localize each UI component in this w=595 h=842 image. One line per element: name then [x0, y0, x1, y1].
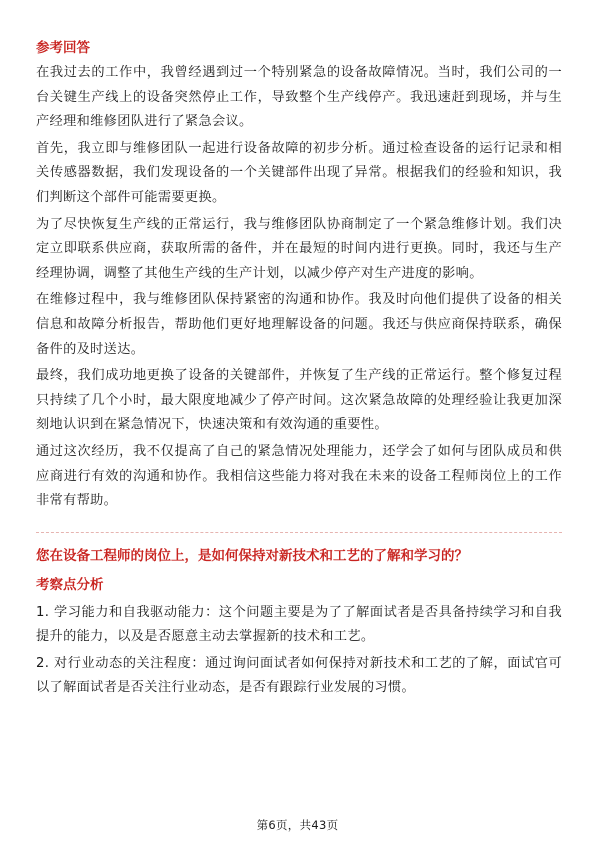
answer-paragraph: 在维修过程中，我与维修团队保持紧密的沟通和协作。我及时向他们提供了设备的相关信息和故障分析报告，帮助他们更好地理解设备的问题。我还与供应商保持联系，确保备件的及时送达。 [36, 292, 562, 357]
answer-paragraph: 最终，我们成功地更换了设备的关键部件，并恢复了生产线的正常运行。整个修复过程只持续了几个小时，最大限度地减少了停产时间。这次紧急故障的处理经验让我更加深刻地认识到在紧急情况下，快速决策和有效沟通的重要性。 [36, 368, 562, 433]
answer-paragraph: 为了尽快恢复生产线的正常运行，我与维修团队协商制定了一个紧急维修计划。我们决定立即联系供应商，获取所需的备件，并在最短的时间内进行更换。同时，我还与生产经理协调，调整了其他生产线的生产计划，以减少停产对生产进度的影响。 [36, 216, 562, 281]
answer-paragraph: 在我过去的工作中，我曾经遇到过一个特别紧急的设备故障情况。当时，我们公司的一台关键生产线上的设备突然停止工作，导致整个生产线停产。我迅速赶到现场，并与生产经理和维修团队进行了紧急会议。 [36, 65, 562, 130]
analysis-point: 1. 学习能力和自我驱动能力：这个问题主要是为了了解面试者是否具备持续学习和自我提升的能力，以及是否愿意主动去掌握新的技术和工艺。 [36, 604, 562, 645]
analysis-heading: 考察点分析 [36, 576, 104, 593]
interview-question: 您在设备工程师的岗位上，是如何保持对新技术和工艺的了解和学习的？ [36, 547, 468, 564]
page-number: 第6页，共43页 [256, 818, 339, 832]
page-content [36, 38, 562, 703]
analysis-point: 2. 对行业动态的关注程度：通过询问面试者如何保持对新技术和工艺的了解，面试官可以了解面试者是否关注行业动态，是否有跟踪行业发展的习惯。 [36, 655, 562, 696]
answer-paragraph: 首先，我立即与维修团队一起进行设备故障的初步分析。通过检查设备的运行记录和相关传感器数据，我们发现设备的一个关键部件出现了异常。根据我们的经验和知识，我们判断这个部件可能需要更换。 [36, 140, 562, 205]
reference-answer-heading: 参考回答 [36, 40, 90, 56]
answer-paragraph: 通过这次经历，我不仅提高了自己的紧急情况处理能力，还学会了如何与团队成员和供应商进行有效的沟通和协作。我相信这些能力将对我在未来的设备工程师岗位上的工作非常有帮助。 [36, 443, 562, 509]
section-divider [36, 532, 562, 533]
